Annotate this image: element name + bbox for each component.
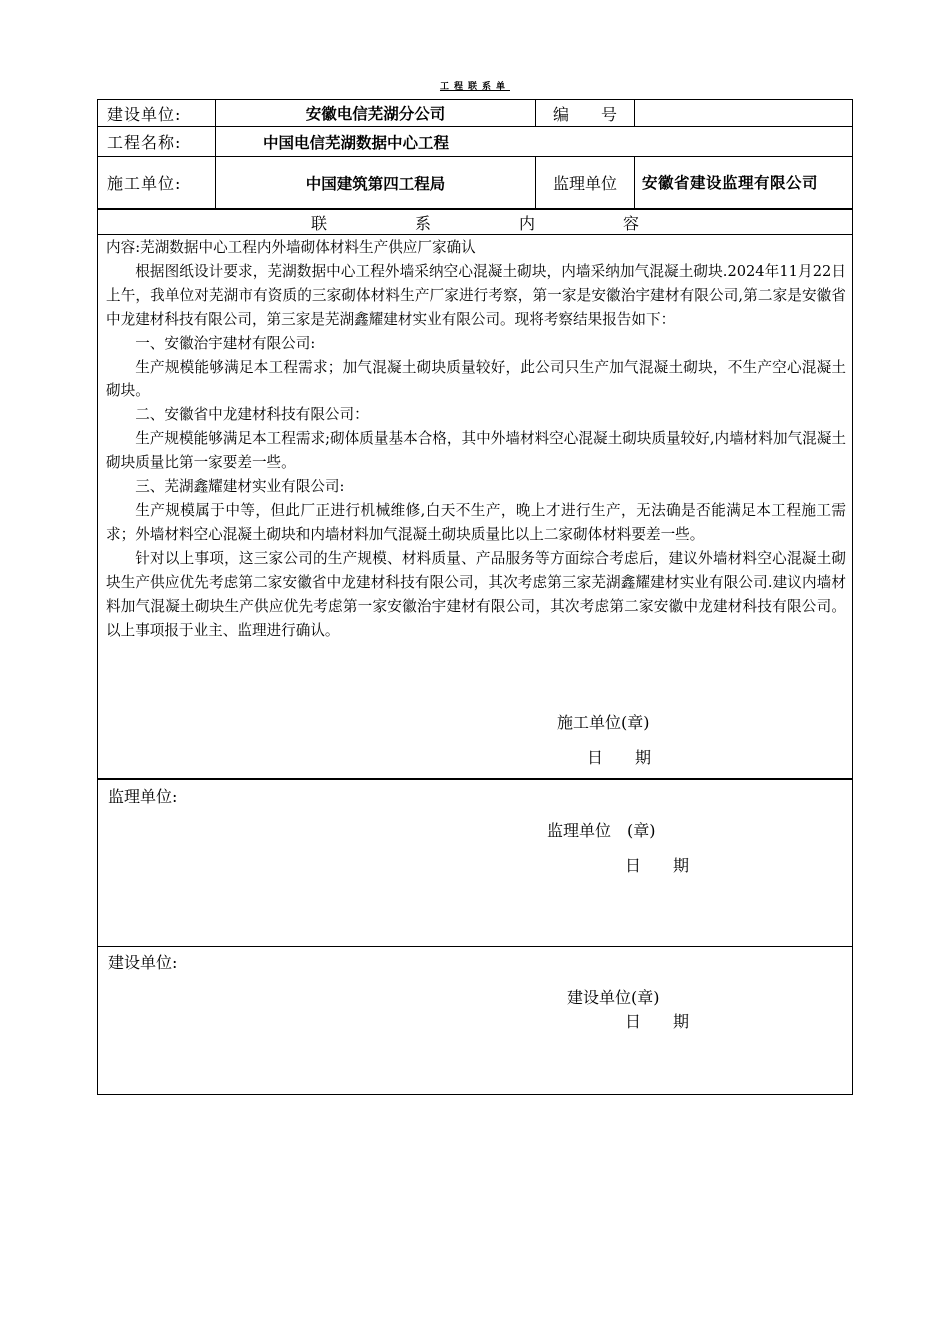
construct-stamp-label: 施工单位(章) xyxy=(557,713,650,732)
row-divider xyxy=(97,234,853,235)
section-heading xyxy=(97,210,853,234)
section-char: 内 xyxy=(519,213,536,233)
supervision-label: 监理单位: xyxy=(108,787,178,806)
number-label: 编 号 xyxy=(552,104,617,124)
supervision-date-label: 日 期 xyxy=(625,856,690,875)
project-name-label: 工程名称: xyxy=(107,133,182,152)
content-heading: 二、安徽省中龙建材科技有限公司： xyxy=(135,406,369,424)
contact-content xyxy=(106,236,846,642)
row-divider xyxy=(97,946,853,947)
supervise-unit-value: 安徽省建设监理有限公司 xyxy=(642,173,819,192)
content-paragraph: 生产规模属于中等，但此厂正进行机械维修,白天不生产，晚上才进行生产，无法确是否能满足本工程施工需求；外墙材料空心混凝土砌块和内墙材料加气混凝土砌块质量比以上二家砌体材料要差一些。 xyxy=(106,501,846,543)
construct-unit-label: 施工单位: xyxy=(107,174,182,193)
content-subject: 内容:芜湖数据中心工程内外墙砌体材料生产供应厂家确认 xyxy=(106,239,476,256)
row-divider xyxy=(97,778,853,780)
content-paragraph: 生产规模能够满足本工程需求;砌体质量基本合格，其中外墙材料空心混凝土砌块质量较好,内墙材料加气混凝土砌块质量比第一家要差一些。 xyxy=(106,430,846,472)
content-paragraph: 生产规模能够满足本工程需求；加气混凝土砌块质量较好，此公司只生产加气混凝土砌块，不生产空心混凝土砌块。 xyxy=(106,358,846,400)
supervision-stamp-label: 监理单位 (章) xyxy=(547,821,656,840)
content-heading: 三、芜湖鑫耀建材实业有限公司: xyxy=(135,478,345,496)
document-title: 工程联系单 xyxy=(439,82,510,92)
supervise-unit-label: 监理单位 xyxy=(552,174,617,193)
owner-date-label: 日 期 xyxy=(625,1012,690,1031)
section-char: 联 xyxy=(310,213,327,233)
build-unit-value: 安徽电信芜湖分公司 xyxy=(305,105,446,123)
content-heading: 一、安徽治宇建材有限公司: xyxy=(135,334,316,352)
owner-stamp-label: 建设单位(章) xyxy=(567,988,660,1007)
construct-date-label: 日 期 xyxy=(587,748,652,767)
project-name-value: 中国电信芜湖数据中心工程 xyxy=(263,133,450,152)
number-value[interactable] xyxy=(635,100,852,126)
section-char: 容 xyxy=(623,213,640,233)
col-divider xyxy=(634,156,635,209)
build-unit-label: 建设单位: xyxy=(107,104,182,124)
content-paragraph: 针对以上事项，这三家公司的生产规模、材料质量、产品服务等方面综合考虑后，建议外墙材料空心混凝土砌块生产供应优先考虑第二家安徽省中龙建材科技有限公司，其次考虑第三家芜湖鑫耀建材实业有限公司.建议内墙材料加气混凝土砌块生产供应优先考虑第一家安徽治宇建材有限公司，其次考虑第二家安徽中龙建材科技有限公司。以上事项报于业主、监理进行确认。 xyxy=(106,549,846,639)
section-char: 系 xyxy=(414,213,431,233)
construct-unit-value: 中国建筑第四工程局 xyxy=(305,174,446,193)
owner-label: 建设单位: xyxy=(108,953,178,972)
content-paragraph: 根据图纸设计要求，芜湖数据中心工程外墙采纳空心混凝土砌块，内墙采纳加气混凝土砌块.2024年11月22日上午，我单位对芜湖市有资质的三家砌体材料生产厂家进行考察，第一家是安徽治宇建材有限公司,第二家是安徽省中龙建材科技有限公司，第三家是芜湖鑫耀建材实业有限公司。现将考察结果报告如下： xyxy=(106,262,846,328)
